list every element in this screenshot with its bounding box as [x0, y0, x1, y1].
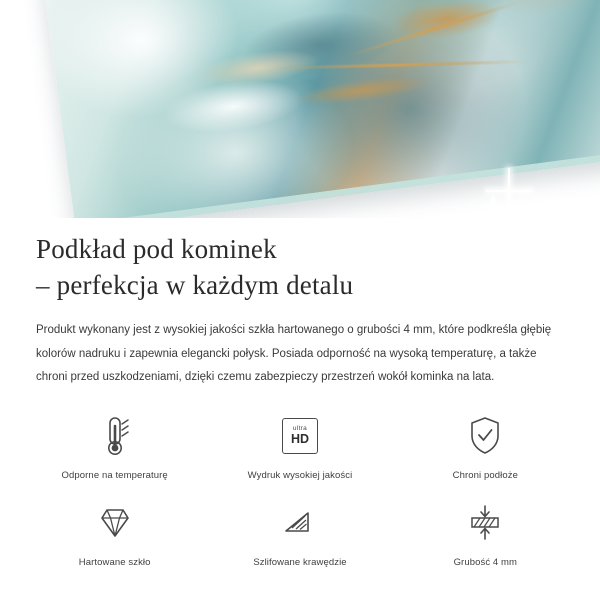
marble-pattern	[42, 0, 600, 218]
thermometer-icon	[95, 412, 135, 460]
diamond-icon	[93, 499, 137, 547]
feature-item-tempered-glass	[22, 499, 207, 568]
feature-grid	[0, 412, 600, 568]
feature-item-thickness	[393, 499, 578, 568]
feature-label: Chroni podłoże	[452, 469, 518, 481]
product-glass-panel	[42, 0, 600, 218]
sparkle-icon	[482, 196, 504, 218]
hero-image	[0, 0, 600, 218]
shield-check-icon	[465, 412, 505, 460]
thickness-arrows-icon	[463, 499, 507, 547]
feature-label: Hartowane szkło	[78, 556, 151, 568]
feature-item-polished-edges	[207, 499, 392, 568]
feature-label: Odporne na temperaturę	[61, 469, 168, 481]
product-description-text: Produkt wykonany jest z wysokiej jakości szkła hartowanego o grubości 4 mm, które podkreśla głębię kolorów nadruku i zapewnia elegancki połysk. Posiada odporność na wysoką temperaturę, a także chroni przed uszkodzeniami, dzięki czemu zabezpieczy przestrzeń wokół kominka na lata.	[36, 324, 552, 384]
feature-label: Wydruk wysokiej jakości	[247, 469, 353, 481]
headline-line-2: – perfekcja w każdym detalu	[36, 269, 354, 300]
feature-label: Grubość 4 mm	[453, 556, 518, 568]
feature-item-temperature	[22, 412, 207, 481]
page-title	[36, 232, 566, 303]
badge-top-text: ultra	[292, 424, 308, 432]
polished-edge-icon	[278, 499, 322, 547]
feature-label: Szlifowane krawędzie	[253, 556, 347, 568]
feature-item-print-quality	[207, 412, 392, 481]
ultra-hd-badge-icon	[282, 412, 318, 460]
feature-item-surface-protection	[393, 412, 578, 481]
text-content	[0, 218, 600, 390]
badge-bottom-text: HD	[290, 432, 310, 447]
headline-line-1: Podkład pod kominek	[36, 234, 277, 264]
